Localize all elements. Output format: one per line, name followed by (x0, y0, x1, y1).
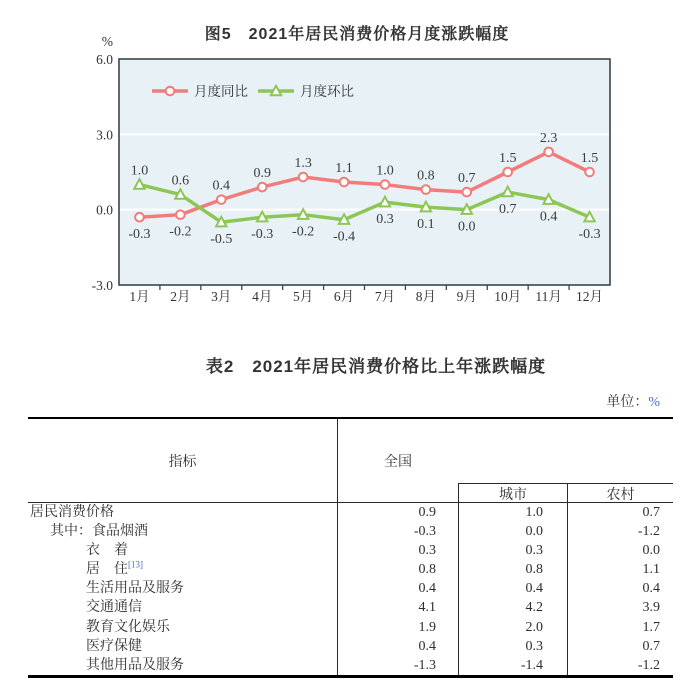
header-city: 城市 (459, 484, 568, 503)
data-label: 1.5 (580, 151, 599, 166)
footnote-ref[interactable]: [13] (128, 560, 143, 570)
x-tick-label: 12月 (576, 289, 604, 304)
table-row (28, 541, 673, 560)
cell-national: 0.3 (337, 541, 458, 560)
cell-national: 4.1 (337, 598, 458, 617)
marker-circle (299, 173, 308, 182)
figure5-title: 图5 2021年居民消费价格月度涨跌幅度 (204, 26, 510, 43)
row-indicator (28, 560, 337, 579)
table-body (28, 503, 673, 675)
data-label: -0.3 (578, 227, 601, 243)
table-row (28, 503, 673, 522)
table-row (28, 637, 673, 656)
data-label: 0.7 (458, 171, 476, 187)
x-tick-label: 6月 (333, 289, 355, 304)
y-tick-label: 0.0 (96, 202, 113, 218)
cell-national: 0.4 (337, 637, 458, 656)
data-label: 0.1 (417, 217, 435, 233)
table-header (28, 419, 673, 503)
table-row (28, 656, 673, 675)
marker-circle (176, 210, 185, 219)
y-axis-unit: % (101, 34, 113, 49)
figure5-line-chart (0, 30, 696, 315)
cell-rural: 3.9 (567, 598, 673, 617)
cell-city: -1.4 (458, 656, 567, 675)
x-tick-label: 11月 (535, 289, 562, 304)
row-label: 衣 着 (86, 543, 128, 559)
row-label: 居 住 (86, 562, 128, 578)
data-label: 0.9 (253, 166, 271, 182)
data-label: 0.4 (539, 209, 558, 225)
header-national: 全国 (337, 419, 458, 503)
data-label: 0.6 (171, 173, 190, 189)
table-row (28, 560, 673, 579)
cell-national: 1.9 (337, 618, 458, 637)
row-indicator (28, 598, 337, 617)
cell-national: 0.4 (337, 579, 458, 598)
x-tick-label: 10月 (494, 289, 522, 304)
x-tick-label: 1月 (129, 289, 150, 304)
x-tick-label: 7月 (374, 289, 396, 304)
data-label: -0.2 (292, 224, 315, 240)
cell-city: 0.0 (458, 522, 567, 541)
marker-circle (217, 195, 226, 204)
table-row (28, 618, 673, 637)
cell-rural: -1.2 (567, 656, 673, 675)
x-tick-label: 4月 (252, 289, 273, 304)
marker-circle (462, 188, 471, 197)
cell-city: 4.2 (458, 598, 567, 617)
x-tick-label: 8月 (415, 289, 436, 304)
cell-national: -0.3 (337, 522, 458, 541)
cell-city: 0.8 (458, 560, 567, 579)
cpi-table (28, 417, 673, 678)
legend-label-yoy: 月度同比 (194, 84, 248, 99)
cell-city: 0.3 (458, 637, 567, 656)
cell-rural: 1.1 (567, 560, 673, 579)
data-label: 1.0 (130, 163, 149, 179)
plot-area (119, 59, 610, 285)
data-label: 1.5 (498, 151, 517, 166)
row-label: 教育文化娱乐 (86, 619, 170, 635)
row-label: 医疗保健 (86, 638, 142, 654)
unit-label (28, 391, 673, 411)
table-row (28, 522, 673, 541)
y-tick-label: -3.0 (91, 278, 113, 293)
header-rural: 农村 (606, 487, 635, 503)
marker-circle (381, 180, 390, 189)
data-label: -0.3 (251, 227, 274, 243)
row-label: 其他用品及服务 (86, 657, 184, 673)
cell-rural: -1.2 (567, 522, 673, 541)
header-subrow (458, 483, 673, 503)
data-label: 2.3 (539, 130, 558, 146)
marker-circle (585, 168, 594, 177)
cell-national: 0.8 (337, 560, 458, 579)
cell-rural: 0.7 (567, 503, 673, 522)
row-indicator (28, 579, 337, 598)
data-label: 0.8 (417, 168, 435, 184)
data-label: 0.3 (376, 212, 394, 228)
row-indicator (28, 503, 337, 522)
marker-circle (258, 183, 267, 192)
header-indicator: 指标 (168, 455, 197, 470)
data-label: 1.1 (335, 161, 353, 177)
row-label: 居民消费价格 (30, 505, 114, 520)
row-indicator (28, 656, 337, 675)
data-label: -0.3 (128, 227, 151, 243)
row-label: 其中：食品烟酒 (50, 524, 148, 540)
legend-label-mom: 月度环比 (300, 84, 354, 99)
cell-rural: 0.7 (567, 637, 673, 656)
cell-national: -1.3 (337, 656, 458, 675)
x-tick-label: 2月 (170, 289, 191, 304)
marker-circle (135, 213, 144, 222)
y-tick-label: 3.0 (96, 127, 113, 143)
y-tick-label: 6.0 (96, 52, 113, 67)
cell-city: 2.0 (458, 618, 567, 637)
marker-circle (422, 185, 431, 194)
x-tick-label: 5月 (293, 289, 314, 304)
data-label: -0.2 (169, 224, 192, 240)
table-row (28, 598, 673, 617)
cell-rural: 0.0 (567, 541, 673, 560)
legend-marker-yoy (166, 87, 175, 96)
row-indicator (28, 541, 337, 560)
x-tick-label: 3月 (211, 289, 232, 304)
unit-value: % (648, 395, 660, 410)
row-indicator (28, 618, 337, 637)
data-label: -0.4 (332, 229, 356, 245)
cell-city: 0.4 (458, 579, 567, 598)
cell-city: 0.3 (458, 541, 567, 560)
table-row (28, 579, 673, 598)
data-label: 0.4 (212, 178, 231, 194)
row-label: 生活用品及服务 (86, 581, 184, 597)
data-label: -0.5 (210, 232, 233, 248)
row-label: 交通通信 (86, 600, 142, 616)
cell-rural: 1.7 (567, 618, 673, 637)
data-label: 1.3 (294, 156, 312, 172)
marker-circle (503, 168, 512, 177)
marker-circle (340, 178, 349, 187)
data-label: 0.7 (498, 202, 517, 218)
marker-circle (544, 148, 553, 157)
cell-city: 1.0 (458, 503, 567, 522)
data-label: 0.0 (458, 219, 476, 235)
data-label: 1.0 (376, 163, 394, 179)
row-indicator (28, 522, 337, 541)
row-indicator (28, 637, 337, 656)
x-tick-label: 9月 (456, 289, 477, 304)
unit-prefix: 单位： (606, 395, 649, 410)
cell-rural: 0.4 (567, 579, 673, 598)
table2-title: 表2 2021年居民消费价格比上年涨跌幅度 (205, 357, 547, 376)
cell-national: 0.9 (337, 503, 458, 522)
